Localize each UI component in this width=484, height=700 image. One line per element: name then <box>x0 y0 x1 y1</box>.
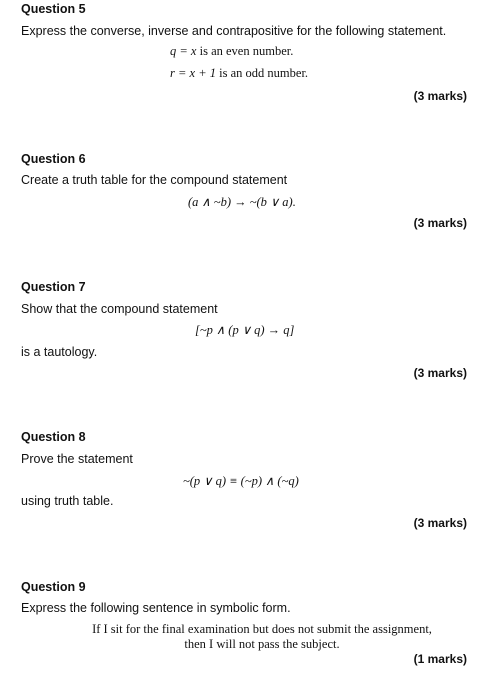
question-7-after: is a tautology. <box>21 345 98 359</box>
question-6-expression: (a ∧ ~b) → ~(b ∨ a). <box>188 195 296 209</box>
question-9-marks: (1 marks) <box>413 652 467 666</box>
question-5-math-line-2 <box>170 66 308 81</box>
question-5-math-line-1 <box>170 44 293 59</box>
question-8-prompt: Prove the statement <box>21 452 133 466</box>
question-8-marks: (3 marks) <box>413 516 467 530</box>
math-lhs: r = x + 1 <box>170 66 217 80</box>
question-7-prompt: Show that the compound statement <box>21 302 218 316</box>
question-6-heading: Question 6 <box>21 152 86 166</box>
sentence-line-2: then I will not pass the subject. <box>184 637 340 651</box>
question-6-prompt: Create a truth table for the compound statement <box>21 173 288 187</box>
question-8-after: using truth table. <box>21 494 114 508</box>
question-5-marks: (3 marks) <box>413 89 467 103</box>
question-6-marks: (3 marks) <box>413 216 467 230</box>
question-9-sentence <box>60 622 464 652</box>
question-7-expression: [~p ∧ (p ∨ q) → q] <box>195 323 295 337</box>
sentence-line-1: If I sit for the final examination but does not submit the assignment, <box>92 622 432 636</box>
question-7-marks: (3 marks) <box>413 366 467 380</box>
question-9-heading: Question 9 <box>21 580 86 594</box>
math-rest: is an odd number. <box>216 66 309 80</box>
question-8-heading: Question 8 <box>21 430 86 444</box>
question-9-prompt: Express the following sentence in symbolic form. <box>21 601 291 615</box>
math-lhs: q = x <box>170 44 197 58</box>
question-8-expression: ~(p ∨ q) ≡ (~p) ∧ (~q) <box>183 474 299 488</box>
question-5-prompt: Express the converse, inverse and contrapositive for the following statement. <box>21 24 447 38</box>
question-7-heading: Question 7 <box>21 280 86 294</box>
math-rest: is an even number. <box>196 44 294 58</box>
question-5-heading: Question 5 <box>21 2 86 16</box>
